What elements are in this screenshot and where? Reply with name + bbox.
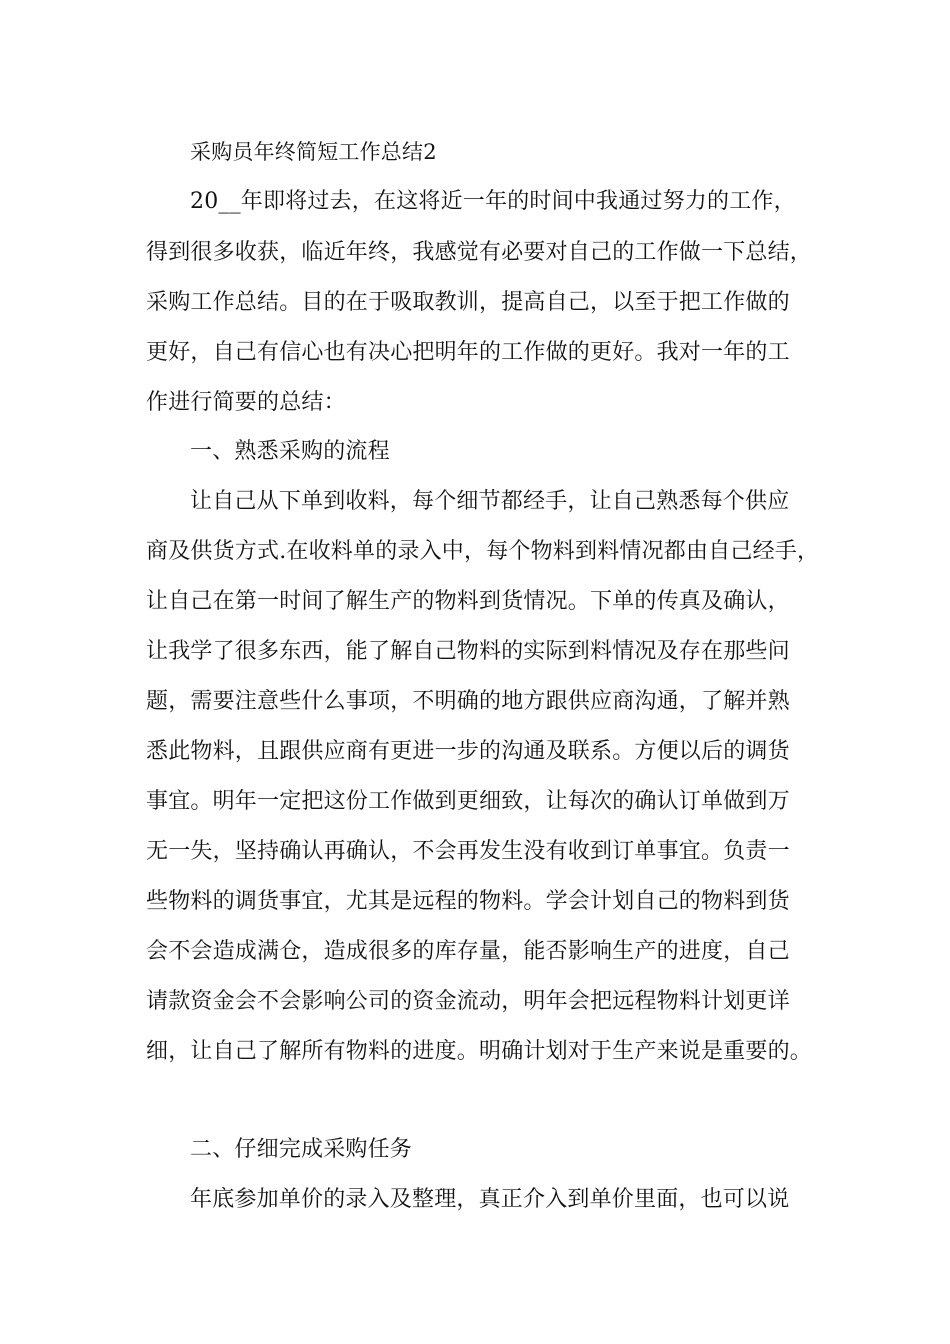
section1-line-9: 些物料的调货事宜，尤其是远程的物料。学会计划自己的物料到货: [146, 889, 790, 914]
section1-line-4: 让我学了很多东西，能了解自己物料的实际到料情况及存在那些问: [146, 639, 790, 664]
intro-line-4: 更好，自己有信心也有决心把明年的工作做的更好。我对一年的工: [146, 340, 790, 365]
section1-line-12: 细，让自己了解所有物料的进度。明确计划对于生产来说是重要的。: [146, 1039, 813, 1064]
intro-line-2: 得到很多收获，临近年终，我感觉有必要对自己的工作做一下总结，: [146, 240, 813, 265]
section1-line-1: 让自己从下单到收料，每个细节都经手，让自己熟悉每个供应: [190, 489, 790, 514]
section2-heading: 二、仔细完成采购任务: [190, 1137, 413, 1162]
section1-line-11: 请款资金会不会影响公司的资金流动，明年会把远程物料计划更详: [146, 989, 790, 1014]
section1-line-3: 让自己在第一时间了解生产的物料到货情况。下单的传真及确认，: [146, 589, 790, 614]
section1-line-6: 悉此物料，且跟供应商有更进一步的沟通及联系。方便以后的调货: [146, 739, 790, 764]
intro-line-5: 作进行简要的总结：: [146, 390, 346, 415]
section1-heading: 一、熟悉采购的流程: [190, 439, 390, 464]
document-title: 采购员年终简短工作总结2: [190, 140, 437, 164]
intro-line-1: 20__年即将过去，在这将近一年的时间中我通过努力的工作，: [190, 189, 796, 214]
intro-line-3: 采购工作总结。目的在于吸取教训，提高自己，以至于把工作做的: [146, 290, 790, 315]
section1-line-2: 商及供货方式.在收料单的录入中，每个物料到料情况都由自己经手，: [146, 539, 820, 564]
section1-line-8: 无一失，坚持确认再确认，不会再发生没有收到订单事宜。负责一: [146, 839, 790, 864]
section1-line-5: 题，需要注意些什么事项，不明确的地方跟供应商沟通，了解并熟: [146, 689, 790, 714]
section1-line-10: 会不会造成满仓，造成很多的库存量，能否影响生产的进度，自己: [146, 939, 790, 964]
section1-line-7: 事宜。明年一定把这份工作做到更细致，让每次的确认订单做到万: [146, 789, 790, 814]
section2-line-1: 年底参加单价的录入及整理，真正介入到单价里面，也可以说: [190, 1187, 790, 1212]
